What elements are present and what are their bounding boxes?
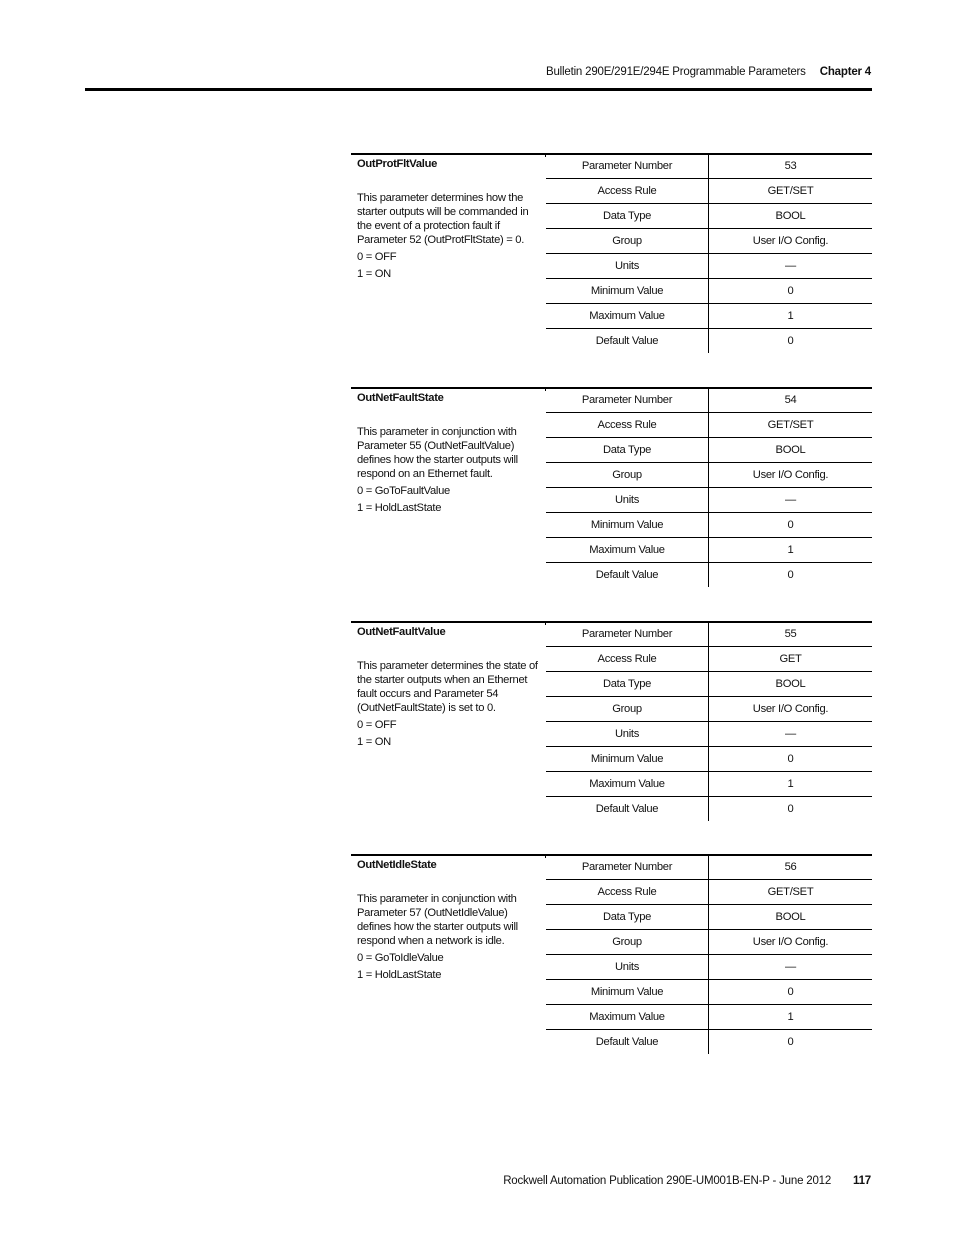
table-row	[546, 279, 872, 304]
header-chapter: Chapter 4	[819, 66, 871, 78]
property-value: 0	[709, 279, 873, 304]
table-row	[546, 488, 872, 513]
table-row	[546, 154, 872, 179]
parameter-name: OutNetIdleState	[357, 859, 437, 871]
property-label: Parameter Number	[546, 154, 709, 179]
parameter-block-outprotfltvalue	[351, 153, 872, 347]
property-label: Units	[546, 254, 709, 279]
parameter-description-cell	[351, 154, 546, 280]
table-row	[546, 254, 872, 279]
parameter-properties-table	[546, 154, 872, 353]
table-row	[546, 1005, 872, 1030]
property-label: Parameter Number	[546, 388, 709, 413]
table-row	[546, 722, 872, 747]
property-value: GET/SET	[709, 413, 873, 438]
page-header	[85, 66, 871, 78]
property-label: Default Value	[546, 1030, 709, 1055]
property-value: 0	[709, 513, 873, 538]
property-label: Access Rule	[546, 880, 709, 905]
property-label: Minimum Value	[546, 513, 709, 538]
property-label: Data Type	[546, 672, 709, 697]
table-row	[546, 438, 872, 463]
parameter-block-outnetfaultstate	[351, 387, 872, 581]
property-label: Data Type	[546, 204, 709, 229]
parameter-properties-table	[546, 388, 872, 587]
parameter-option: 0 = GoToFaultValue	[357, 485, 450, 497]
property-value: 55	[709, 622, 873, 647]
property-value: User I/O Config.	[709, 697, 873, 722]
property-label: Maximum Value	[546, 772, 709, 797]
table-row	[546, 563, 872, 588]
table-row	[546, 980, 872, 1005]
property-value: GET/SET	[709, 880, 873, 905]
property-label: Minimum Value	[546, 980, 709, 1005]
property-label: Minimum Value	[546, 279, 709, 304]
property-value: 1	[709, 538, 873, 563]
parameter-option: 1 = HoldLastState	[357, 502, 442, 514]
table-row	[546, 463, 872, 488]
table-row	[546, 179, 872, 204]
table-row	[546, 672, 872, 697]
parameter-block-outnetfaultvalue	[351, 621, 872, 815]
parameter-name: OutProtFltValue	[357, 158, 438, 170]
parameter-name: OutNetFaultValue	[357, 626, 446, 638]
property-label: Parameter Number	[546, 855, 709, 880]
property-value: —	[709, 955, 873, 980]
parameter-description: This parameter in conjunction with Parameter 57 (OutNetIdleValue) defines how the starter outputs will respond when a network is idle.	[357, 893, 518, 947]
property-value: GET	[709, 647, 873, 672]
header-title: Bulletin 290E/291E/294E Programmable Parameters	[546, 66, 806, 78]
table-row	[546, 329, 872, 354]
table-row	[546, 772, 872, 797]
table-row	[546, 880, 872, 905]
footer-publication: Rockwell Automation Publication 290E-UM001B-EN-P - June 2012	[503, 1175, 832, 1187]
property-value: BOOL	[709, 672, 873, 697]
property-label: Group	[546, 463, 709, 488]
property-value: —	[709, 254, 873, 279]
property-label: Group	[546, 229, 709, 254]
table-row	[546, 697, 872, 722]
property-label: Data Type	[546, 905, 709, 930]
parameter-description-cell	[351, 622, 546, 748]
property-label: Default Value	[546, 797, 709, 822]
parameter-option: 0 = OFF	[357, 251, 397, 263]
property-value: 0	[787, 1036, 794, 1048]
property-label: Data Type	[546, 438, 709, 463]
property-value: 0	[709, 980, 873, 1005]
property-value: 54	[709, 388, 873, 413]
property-label: Group	[546, 697, 709, 722]
property-value: BOOL	[709, 905, 873, 930]
table-row	[546, 204, 872, 229]
table-row	[546, 930, 872, 955]
parameter-description: This parameter determines how the starter outputs will be commanded in the event of a protection fault if Parameter 52 (OutProtFltState) = 0.	[357, 192, 529, 246]
property-value: —	[709, 488, 873, 513]
parameter-option: 0 = GoToIdleValue	[357, 952, 444, 964]
parameter-description: This parameter in conjunction with Parameter 55 (OutNetFaultValue) defines how the starter outputs will respond on an Ethernet fault.	[357, 426, 518, 480]
property-value: 0	[787, 803, 794, 815]
table-row	[546, 905, 872, 930]
table-row	[546, 229, 872, 254]
property-label: Access Rule	[546, 179, 709, 204]
parameter-description-cell	[351, 388, 546, 514]
table-row	[546, 955, 872, 980]
property-value: 1	[709, 1005, 873, 1030]
page-number: 117	[853, 1175, 871, 1187]
property-label: Minimum Value	[546, 747, 709, 772]
table-row	[546, 747, 872, 772]
property-value: BOOL	[709, 438, 873, 463]
table-row	[546, 413, 872, 438]
parameter-description: This parameter determines the state of the starter outputs when an Ethernet fault occurs and Parameter 54 (OutNetFaultState) is set to 0.	[357, 660, 538, 714]
property-value: 1	[709, 304, 873, 329]
parameter-option: 1 = ON	[357, 736, 391, 748]
property-value: GET/SET	[709, 179, 873, 204]
property-label: Parameter Number	[546, 622, 709, 647]
table-row	[546, 647, 872, 672]
property-value: BOOL	[709, 204, 873, 229]
table-row	[546, 622, 872, 647]
table-row	[546, 855, 872, 880]
property-label: Units	[546, 488, 709, 513]
header-rule	[85, 88, 872, 91]
parameter-option: 0 = OFF	[357, 719, 397, 731]
parameter-properties-table	[546, 622, 872, 821]
parameter-name: OutNetFaultState	[357, 392, 444, 404]
parameter-option: 1 = ON	[357, 268, 391, 280]
table-row	[546, 538, 872, 563]
property-label: Maximum Value	[546, 304, 709, 329]
property-label: Access Rule	[546, 647, 709, 672]
property-label: Units	[546, 722, 709, 747]
parameter-block-outnetidlestate	[351, 854, 872, 1048]
property-value: 0	[709, 747, 873, 772]
property-label: Maximum Value	[546, 1005, 709, 1030]
property-label: Group	[546, 930, 709, 955]
parameter-properties-table	[546, 855, 872, 1054]
parameter-option: 1 = HoldLastState	[357, 969, 442, 981]
table-row	[546, 304, 872, 329]
property-value: 0	[787, 569, 794, 581]
property-label: Default Value	[546, 329, 709, 354]
property-value: —	[709, 722, 873, 747]
table-row	[546, 513, 872, 538]
table-row	[546, 388, 872, 413]
property-value: 0	[787, 335, 794, 347]
property-label: Units	[546, 955, 709, 980]
property-label: Access Rule	[546, 413, 709, 438]
property-label: Default Value	[546, 563, 709, 588]
page-footer	[85, 1175, 871, 1187]
parameter-description-cell	[351, 855, 546, 981]
property-label: Maximum Value	[546, 538, 709, 563]
property-value: 1	[709, 772, 873, 797]
property-value: User I/O Config.	[709, 229, 873, 254]
table-row	[546, 1030, 872, 1055]
property-value: User I/O Config.	[709, 463, 873, 488]
property-value: User I/O Config.	[709, 930, 873, 955]
property-value: 53	[709, 154, 873, 179]
property-value: 56	[709, 855, 873, 880]
table-row	[546, 797, 872, 822]
